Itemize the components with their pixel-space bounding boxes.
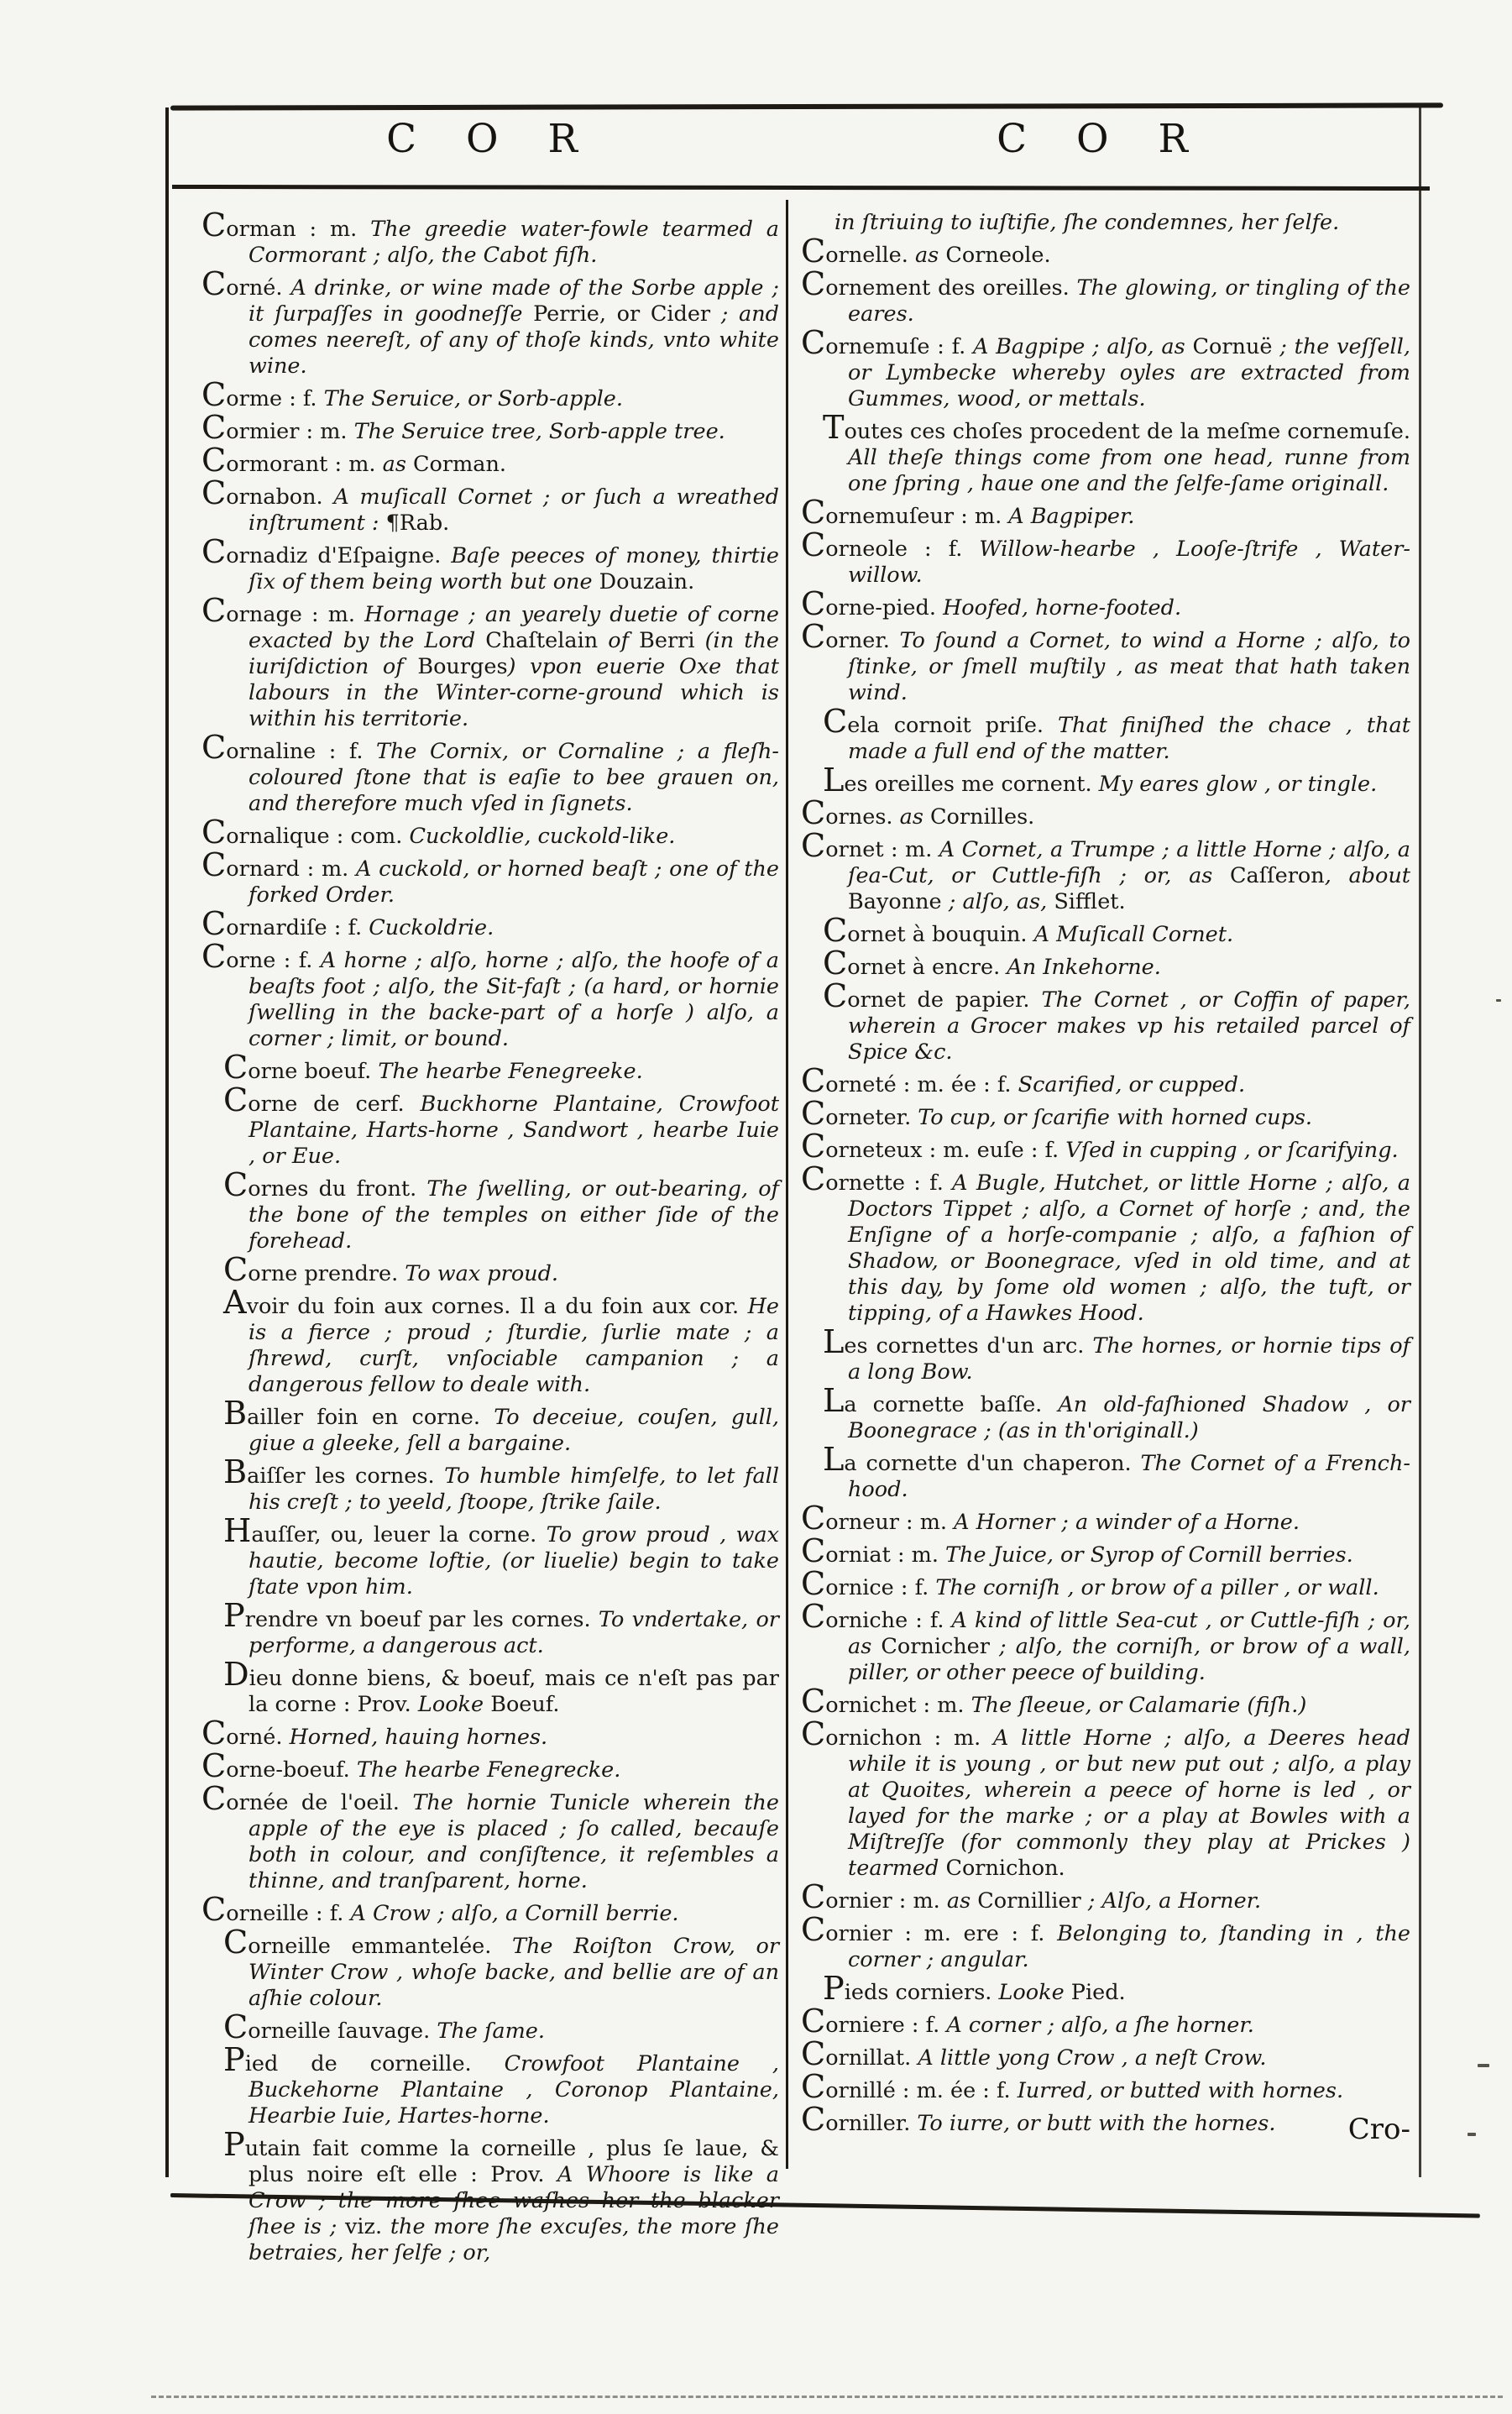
entry-headword: Cornes du front.	[223, 1166, 427, 1204]
dictionary-entry	[801, 1878, 1410, 1916]
entry-gloss: The ſwelling, or out-bearing, of the bone of the temples on either ſide of the forehead.	[249, 1176, 779, 1254]
dictionary-entry	[201, 729, 779, 817]
dictionary-entry	[801, 762, 1410, 799]
entry-headword: Dieu donne biens, & boeuf, mais ce n'eſt pas par la corne : Prov.	[223, 1656, 779, 1717]
entry-headword: Cornard : m.	[201, 846, 356, 884]
entry-gloss: The ſame.	[437, 2019, 545, 2044]
dictionary-entry	[201, 1656, 779, 1718]
dictionary-entry	[801, 526, 1410, 589]
dictionary-entry	[201, 474, 779, 537]
entry-headword: Cornet à bouquin.	[823, 912, 1034, 950]
entry-gloss: A corner ; alſo, a ſhe horner.	[946, 2013, 1254, 2038]
entry-headword: Corme : f.	[201, 376, 324, 414]
dictionary-entry	[801, 1441, 1410, 1503]
entry-headword: Cornadiz d'Eſpaigne.	[201, 533, 452, 571]
entry-headword: Cornichon.	[945, 1856, 1065, 1881]
entry-headword: Cornes.	[801, 794, 900, 832]
dictionary-entry	[801, 1532, 1410, 1570]
entry-headword: Cornaline : f.	[201, 729, 376, 767]
left-column	[201, 207, 780, 2266]
running-head-right: C O R	[997, 116, 1206, 162]
entry-headword: Corniller.	[801, 2101, 918, 2139]
dictionary-entry	[801, 703, 1410, 765]
entry-headword: Cornillat.	[801, 2035, 918, 2073]
entry-gloss: The hearbe Fenegrecke.	[356, 1757, 621, 1783]
frame-right-border	[1419, 107, 1421, 2177]
entry-gloss: The corniſh , or brow of a piller , or wall.	[935, 1575, 1379, 1600]
entry-gloss: ) vpon euerie Oxe that labours in the Winter-corne-ground which is within his territorie.	[249, 654, 779, 731]
entry-headword: Corne : f.	[201, 938, 321, 976]
entry-headword: Corné.	[201, 265, 291, 303]
entry-gloss: as	[899, 804, 931, 830]
entry-gloss: Iurred, or butted with hornes.	[1017, 2078, 1344, 2103]
dictionary-entry	[801, 585, 1410, 623]
entry-gloss: The hornie Tunicle wherein the apple of the eye is placed ; ſo called, becauſe both in colour, and conſiſtence, it reſembles a thinne, and tranſparent, horne.	[249, 1790, 779, 1893]
entry-headword: Cela cornoit priſe.	[823, 703, 1059, 741]
entry-gloss: Willow-hearbe , Looſe-ſtrife , Water-willow.	[848, 537, 1410, 588]
entry-headword: Cornichet : m.	[801, 1683, 971, 1720]
dictionary-entry	[201, 1251, 779, 1289]
entry-gloss: ; alſo, as,	[941, 889, 1054, 914]
entry-headword: Cornilles.	[930, 804, 1035, 830]
dictionary-entry	[201, 409, 779, 447]
entry-headword: Cornicher	[881, 1634, 990, 1659]
dictionary-entry	[801, 827, 1411, 915]
entry-headword: Les cornettes d'un arc.	[823, 1323, 1093, 1361]
entry-headword: Avoir du foin aux cornes. Il a du foin aux cor.	[223, 1284, 748, 1322]
entry-headword: Cornée de l'oeil.	[201, 1780, 413, 1818]
entry-gloss: Hornage ; an yearely duetie of corne exacted by the Lord	[249, 602, 779, 653]
entry-headword: Cornet : m.	[801, 827, 939, 865]
entry-gloss: ; and comes neereſt, of any of thoſe kinds, vnto white wine.	[249, 301, 779, 379]
entry-gloss: A little yong Crow , a neſt Crow.	[918, 2045, 1267, 2071]
entry-headword: Corneille : f.	[201, 1891, 351, 1929]
entry-gloss: The Juice, or Syrop of Cornill berries.	[945, 1542, 1353, 1568]
dictionary-entry	[801, 794, 1410, 832]
entry-gloss: My eares glow , or tingle.	[1098, 772, 1378, 797]
entry-gloss: The ſleeue, or Calamarie (fiſh.)	[971, 1693, 1307, 1718]
entry-gloss: Baſe peeces of money, thirtie ſix of them being worth but one	[249, 543, 779, 594]
entry-headword: Corne de cerf.	[223, 1081, 421, 1119]
dictionary-entry	[201, 846, 779, 909]
entry-gloss: Vſed in cupping , or ſcarifying.	[1065, 1138, 1399, 1163]
entry-headword: Corneter.	[801, 1095, 918, 1133]
entry-headword: Corman : m.	[201, 207, 371, 244]
entry-gloss: To grow proud , wax hautie, become loftie, (or liuelie) begin to take ſtate vpon him.	[249, 1522, 780, 1600]
dictionary-entry	[801, 1382, 1410, 1444]
entry-gloss: The Seruice, or Sorb-apple.	[323, 386, 623, 411]
entry-headword: Corneteux : m. euſe : f.	[801, 1128, 1066, 1165]
entry-gloss: Belonging to, ſtanding in , the corner ; angular.	[848, 1921, 1411, 1972]
entry-gloss: ; Alſo, a Horner.	[1080, 1888, 1262, 1914]
entry-headword: Cornelle.	[801, 233, 915, 270]
entry-headword: Cornet de papier.	[823, 977, 1042, 1015]
dictionary-entry	[801, 233, 1410, 270]
entry-headword: Pieds corniers.	[823, 1970, 999, 2008]
dictionary-entry	[201, 207, 779, 269]
entry-headword: Cornement des oreilles.	[801, 265, 1077, 303]
dictionary-entry	[201, 533, 779, 595]
dictionary-entry	[201, 1081, 780, 1170]
dictionary-entry	[801, 1095, 1410, 1133]
entry-headword: Cornichon : m.	[801, 1715, 993, 1753]
right-column	[801, 210, 1410, 2137]
entry-gloss: A Whoore is like a Crow ; the more ſhee waſhes her the blacker ſhee is ;	[249, 2162, 779, 2239]
entry-headword: Cornage : m.	[201, 592, 365, 630]
column-divider	[786, 200, 788, 2169]
entry-gloss: The Roiſton Crow, or Winter Crow , whoſe backe, and bellie are of an aſhie colour.	[249, 1934, 780, 2011]
entry-headword: ¶Rab.	[385, 511, 450, 536]
dictionary-entry	[801, 1062, 1410, 1100]
entry-gloss: ; alſo, the corniſh, or brow of a wall, piller, or other peece of building.	[848, 1634, 1410, 1685]
entry-gloss: Cuckoldrie.	[369, 915, 494, 940]
entry-gloss: That finiſhed the chace , that made a full end of the matter.	[848, 713, 1410, 764]
entry-gloss: A Crow ; alſo, a Cornill berrie.	[350, 1901, 679, 1926]
dictionary-entry	[801, 1128, 1410, 1165]
dictionary-entry	[801, 977, 1410, 1066]
dictionary-entry	[801, 1160, 1411, 1327]
entry-headword: Corman.	[413, 452, 506, 477]
entry-headword: Pied.	[1070, 1980, 1126, 2005]
dictionary-entry	[801, 1970, 1410, 2008]
header-rule	[172, 185, 1430, 191]
dictionary-entry	[201, 1780, 779, 1894]
entry-headword: Corne prendre.	[223, 1251, 405, 1289]
entry-headword: Corneille ſauvage.	[223, 2008, 437, 2046]
entry-headword: Cornier : m. ere : f.	[801, 1911, 1058, 1949]
scan-speck	[1496, 999, 1501, 1002]
entry-headword: Cornabon.	[201, 474, 334, 512]
entry-gloss: The Cornet of a French-hood.	[848, 1451, 1410, 1502]
entry-headword: Corneté : m. ée : f.	[801, 1062, 1018, 1100]
entry-headword: Les oreilles me cornent.	[823, 762, 1099, 799]
entry-gloss: The hornes, or hornie tips of a long Bow.	[848, 1333, 1410, 1385]
entry-gloss: the more ſhe excuſes, the more ſhe betraies, her ſelfe ; or,	[249, 2214, 779, 2265]
entry-gloss: Looke	[998, 1980, 1071, 2005]
scan-speck	[1468, 2133, 1476, 2136]
dictionary-entry	[801, 2068, 1410, 2106]
entry-headword: Cornet à encre.	[823, 945, 1007, 982]
dictionary-entry	[801, 1715, 1410, 1882]
entry-headword: Cornemuſeur : m.	[801, 494, 1009, 531]
entry-headword: Berri	[639, 628, 695, 653]
dictionary-entry	[801, 494, 1410, 531]
entry-gloss: A Horner ; a winder of a Horne.	[954, 1510, 1300, 1535]
dictionary-entry	[801, 912, 1410, 950]
entry-gloss: To deceiue, couſen, gull, giue a gleeke, ſell a bargaine.	[249, 1405, 779, 1456]
page-edge-artifact	[151, 2396, 1503, 2398]
entry-gloss: The hearbe Fenegreeke.	[378, 1059, 643, 1084]
dictionary-entry	[201, 376, 779, 414]
entry-headword: Cornier : m.	[801, 1878, 947, 1916]
entry-gloss: To iurre, or butt with the hornes.	[917, 2111, 1276, 2136]
dictionary-entry	[201, 442, 779, 479]
entry-headword: Boeuf.	[490, 1692, 560, 1717]
entry-continuation	[801, 210, 1410, 236]
entry-headword: Corniche : f.	[801, 1598, 952, 1636]
dictionary-entry	[801, 1598, 1411, 1686]
entry-gloss: The Seruice tree, Sorb-apple tree.	[353, 419, 725, 444]
entry-headword: Cornillé : m. ée : f.	[801, 2068, 1018, 2106]
entry-headword: Corne-pied.	[801, 585, 944, 623]
entry-gloss: An Inkehorne.	[1007, 955, 1161, 980]
dictionary-entry	[801, 1911, 1411, 1973]
entry-gloss: Horned, hauing hornes.	[289, 1725, 548, 1750]
dictionary-entry	[201, 592, 779, 732]
entry-headword: Cormier : m.	[201, 409, 354, 447]
entry-headword: Cornillier	[977, 1888, 1081, 1914]
entry-headword: Corneole.	[945, 243, 1051, 268]
entry-headword: Corneille emmantelée.	[223, 1924, 512, 1961]
dictionary-entry	[201, 2126, 779, 2266]
entry-headword: Bourges	[417, 654, 508, 679]
dictionary-entry	[801, 1323, 1410, 1385]
entry-headword: Cornuë	[1192, 334, 1273, 359]
entry-headword: Chaſtelain	[485, 628, 599, 653]
running-head-left: C O R	[386, 116, 596, 162]
entry-gloss: A Bugle, Hutchet, or little Horne ; alſo, a Doctors Tippet ; alſo, a Cornet of horſe ; and, the Enſigne of a horſe-companie ; alſo, a faſhion of Shadow, or Boonegrace, vſed in old time, and at this day, by ſome old women ; alſo, the tuft, or tipping, of a Hawkes Hood.	[848, 1170, 1411, 1326]
dictionary-entry	[801, 1500, 1410, 1537]
dictionary-entry	[201, 905, 779, 943]
entry-gloss: He is a fierce ; proud ; ſturdie, ſurlie mate ; a ſhrewd, curſt, vnſociable campanion ; a dangerous fellow to deale with.	[249, 1294, 779, 1397]
entry-gloss: The glowing, or tingling of the eares.	[848, 275, 1410, 327]
dictionary-entry	[801, 1565, 1410, 1603]
entry-headword: Putain fait comme la corneille , plus ſe laue, & plus noire eſt elle : Prov.	[223, 2126, 779, 2187]
entry-gloss: All theſe things come from one head, runne from one ſpring , haue one and the ſelfe-ſame originall.	[848, 445, 1410, 496]
entry-gloss: Scarified, or cupped.	[1018, 1072, 1246, 1097]
entry-headword: Caſſeron	[1230, 863, 1325, 888]
entry-headword: Bayonne	[848, 889, 942, 914]
entry-headword: Baiſſer les cornes.	[223, 1453, 445, 1491]
entry-gloss: A horne ; alſo, horne ; alſo, the hoofe of a beaſts foot ; alſo, the Sit-faſt ; (a hard, or hornie ſwelling in the backe-part of a horſe ) alſo, a corner ; limit, or bound.	[249, 948, 779, 1051]
dictionary-entry	[201, 2041, 779, 2129]
scan-speck	[1478, 2064, 1489, 2067]
dictionary-entry	[201, 1924, 780, 2012]
entry-gloss: To ſound a Cornet, to wind a Horne ; alſo, to ſtinke, or ſmell muſtily , as meat that hath taken wind.	[848, 628, 1411, 705]
dictionary-entry	[801, 324, 1410, 412]
entry-gloss: The greedie water-fowle tearmed a Cormorant ; alſo, the Cabot fiſh.	[249, 217, 779, 268]
entry-gloss: as	[914, 243, 946, 268]
entry-headword: Cornardiſe : f.	[201, 905, 369, 943]
entry-gloss: as	[946, 1888, 978, 1914]
dictionary-entry	[201, 814, 779, 851]
entry-gloss: Buckhorne Plantaine, Crowfoot Plantaine, Harts-horne , Sandwort , hearbe Iuie , or Eue.	[249, 1092, 780, 1169]
dictionary-entry	[801, 2035, 1410, 2073]
dictionary-entry	[801, 945, 1410, 982]
entry-headword: Douzain.	[599, 569, 695, 594]
dictionary-entry	[801, 265, 1410, 327]
dictionary-entry	[201, 1284, 779, 1398]
entry-headword: viz.	[345, 2214, 383, 2239]
dictionary-entry	[201, 1512, 780, 1600]
dictionary-entry	[201, 1747, 779, 1785]
dictionary-entry	[801, 409, 1410, 497]
entry-gloss: A Cornet, a Trumpe ; a little Horne ; alſo, a ſea-Cut, or Cuttle-fiſh ; or, as	[848, 837, 1411, 888]
entry-gloss: To vndertake, or performe, a dangerous act.	[249, 1607, 779, 1658]
entry-gloss: Cuckoldlie, cuckold-like.	[409, 824, 676, 849]
entry-headword: Perrie, or Cider	[533, 301, 711, 327]
entry-headword: Cornette : f.	[801, 1160, 953, 1198]
entry-headword: Cornice : f.	[801, 1565, 936, 1603]
dictionary-entry	[201, 2008, 779, 2046]
dictionary-entry	[201, 265, 779, 380]
entry-gloss: To humble himſelfe, to let fall his creſt ; to yeeld, ſtoope, ſtrike ſaile.	[249, 1464, 779, 1515]
dictionary-entry	[201, 1715, 779, 1752]
entry-gloss: , about	[1324, 863, 1411, 888]
entry-gloss: in ſtriuing to iuſtifie, ſhe condemnes, her ſelfe.	[834, 210, 1340, 235]
dictionary-entry	[201, 1597, 779, 1659]
entry-headword: Bailler foin en corne.	[223, 1395, 494, 1432]
entry-headword: Cormorant : m.	[201, 442, 383, 479]
entry-gloss: ; the veſſell, or Lymbecke whereby oyles are extracted from Gummes, wood, or mettals.	[848, 334, 1410, 411]
entry-headword: Corniere : f.	[801, 2003, 947, 2040]
entry-gloss: Hoofed, horne-footed.	[943, 595, 1182, 621]
entry-gloss: (in the iuriſdiction of	[249, 628, 779, 679]
entry-headword: Cornemuſe : f.	[801, 324, 973, 362]
dictionary-entry	[201, 1395, 779, 1457]
entry-gloss: Looke	[417, 1692, 491, 1717]
entry-headword: Corner.	[801, 618, 900, 656]
entry-gloss: To wax proud.	[405, 1261, 559, 1286]
dictionary-entry	[201, 1049, 779, 1087]
entry-gloss: A little Horne ; alſo, a Deeres head while it is young , or but new put out ; alſo, a play at Quoites, wherein a peece of horne is led , or layed for the marke ; or a play at Bowles with a Miſtreſſe (for commonly they play at Prickes ) tearmed	[848, 1725, 1410, 1881]
dictionary-entry	[201, 1891, 779, 1929]
entry-headword: Hauſſer, ou, leuer la corne.	[223, 1512, 547, 1550]
entry-gloss: Crowfoot Plantaine , Buckehorne Plantaine , Coronop Plantaine, Hearbie Iuie, Hartes-horne.	[249, 2051, 779, 2129]
entry-gloss: of	[598, 628, 640, 653]
entry-headword: Corne boeuf.	[223, 1049, 379, 1087]
dictionary-entry	[801, 2003, 1410, 2040]
frame-top-border	[170, 102, 1443, 110]
entry-gloss: The Cornet , or Coffin of paper, wherein a Grocer makes vp his retailed parcel of Spice &c.	[848, 987, 1410, 1065]
entry-headword: Toutes ces choſes procedent de la meſme cornemuſe.	[823, 409, 1410, 447]
entry-headword: Pied de corneille.	[223, 2041, 505, 2079]
catchword: Cro-	[1347, 2113, 1410, 2146]
entry-gloss: A Muſicall Cornet.	[1033, 922, 1234, 947]
entry-gloss: An old-faſhioned Shadow , or Boonegrace ; (as in th'originall.)	[848, 1392, 1410, 1443]
entry-headword: Prendre vn boeuf par les cornes.	[223, 1597, 599, 1635]
dictionary-entry	[201, 1166, 779, 1254]
entry-headword: Corné.	[201, 1715, 290, 1752]
dictionary-entry	[201, 938, 779, 1052]
entry-gloss: A cuckold, or horned beaſt ; one of the forked Order.	[249, 856, 779, 908]
entry-gloss: as	[382, 452, 414, 477]
entry-gloss: A kind of little Sea-cut , or Cuttle-fiſh ; or, as	[848, 1608, 1411, 1659]
entry-gloss: A Bagpipe ; alſo, as	[972, 334, 1193, 359]
entry-headword: Cornalique : com.	[201, 814, 410, 851]
entry-gloss: A drinke, or wine made of the Sorbe apple ; it ſurpaſſes in goodneſſe	[249, 275, 779, 327]
entry-headword: La cornette d'un chaperon.	[823, 1441, 1141, 1479]
dictionary-entry	[801, 618, 1411, 706]
entry-headword: La cornette baſſe.	[823, 1382, 1059, 1420]
entry-headword: Sifflet.	[1054, 889, 1126, 914]
entry-gloss: A Bagpiper.	[1008, 504, 1135, 529]
frame-left-border	[165, 107, 169, 2177]
entry-gloss: The Cornix, or Cornaline ; a fleſh-coloured ſtone that is eaſie to bee grauen on, and therefore much vſed in ſignets.	[249, 739, 779, 816]
dictionary-entry	[801, 1683, 1410, 1720]
dictionary-entry	[201, 1453, 779, 1516]
entry-gloss: A muſicall Cornet ; or ſuch a wreathed inſtrument :	[249, 484, 779, 536]
entry-headword: Corniat : m.	[801, 1532, 946, 1570]
entry-headword: Corneole : f.	[801, 526, 980, 564]
entry-headword: Corneur : m.	[801, 1500, 955, 1537]
entry-gloss: To cup, or ſcarifie with horned cups.	[918, 1105, 1313, 1130]
entry-headword: Corne-boeuf.	[201, 1747, 357, 1785]
